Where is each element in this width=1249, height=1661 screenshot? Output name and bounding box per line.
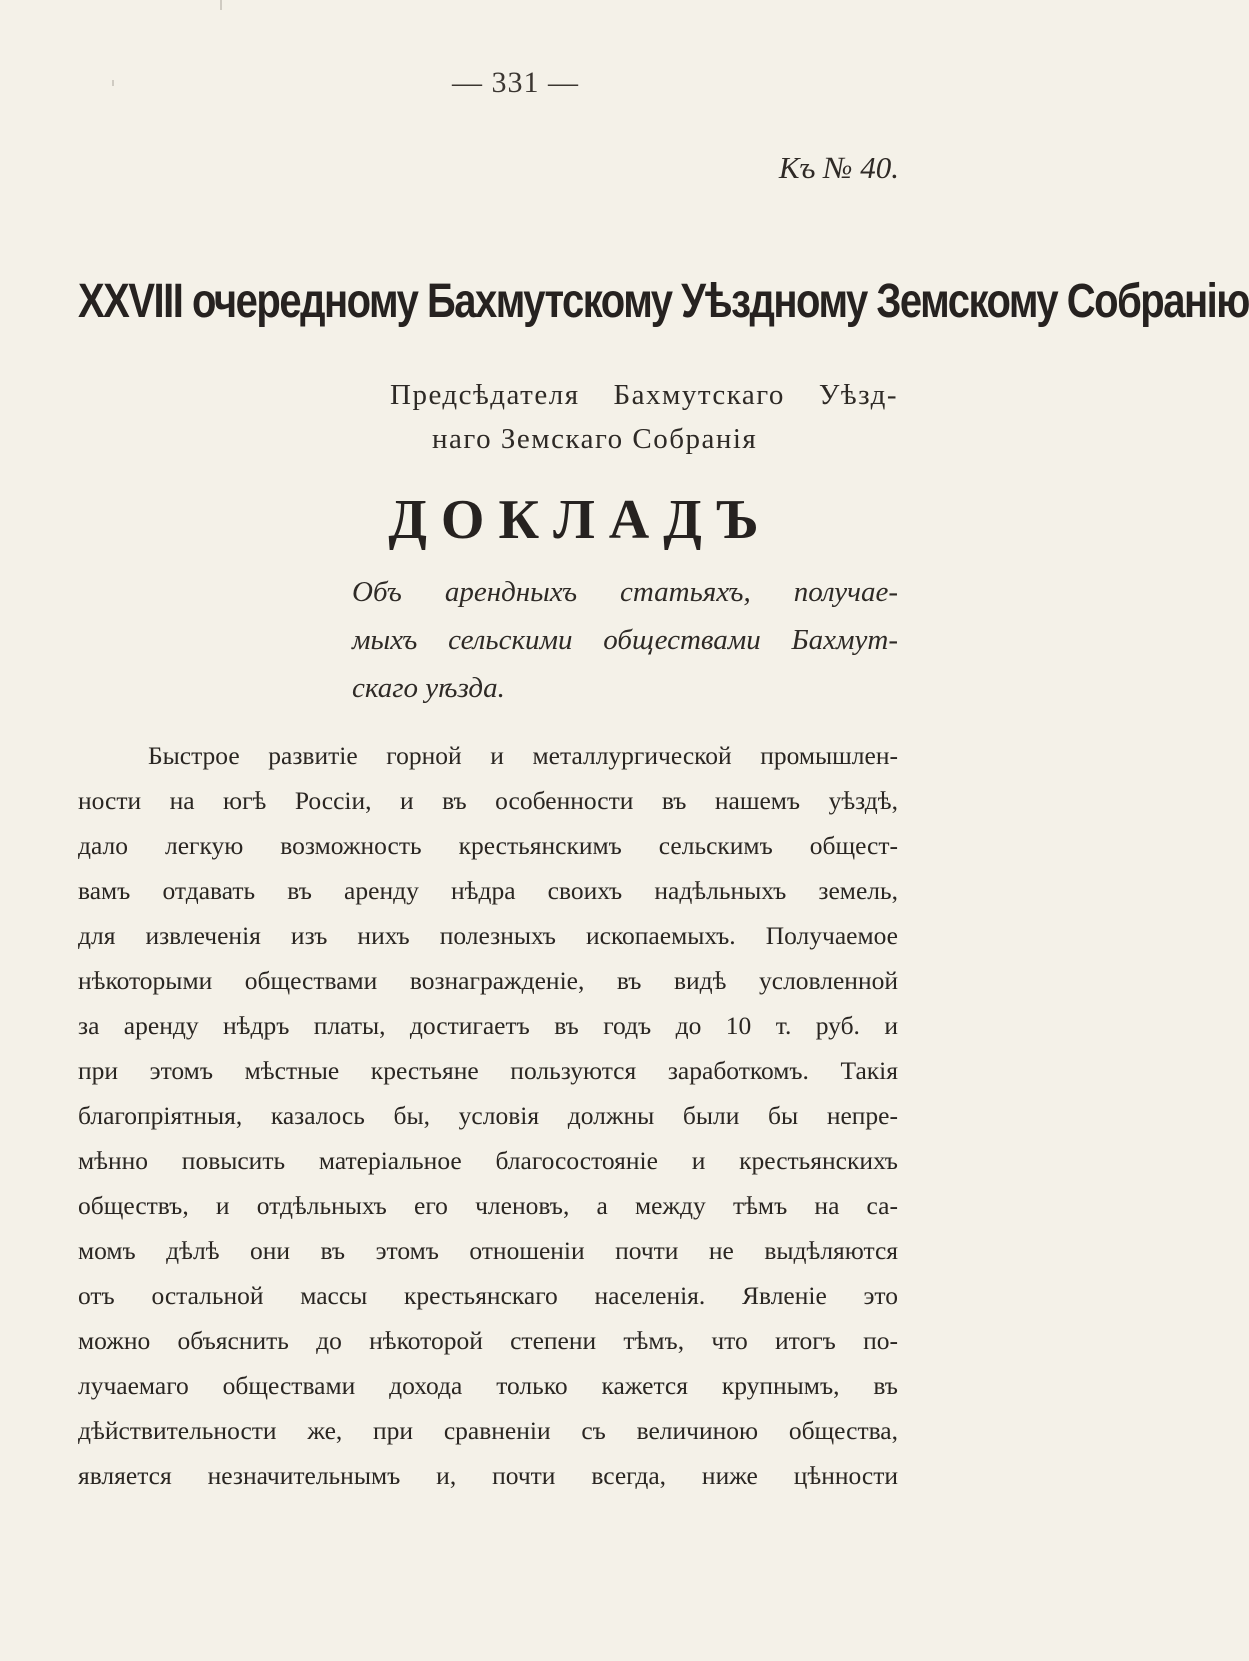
body-line: можно объяснить до нѣкоторой степени тѣмъ, что итогъ по- (78, 1326, 898, 1355)
body-line: для извлеченія изъ нихъ полезныхъ ископаемыхъ. Получаемое (78, 921, 898, 950)
body-line: благопріятныя, казалось бы, условія должны были бы непре- (78, 1101, 898, 1130)
body-line: за аренду нѣдръ платы, достигаетъ въ годъ до 10 т. руб. и (78, 1011, 898, 1040)
body-line: нѣкоторыми обществами вознагражденіе, въ видѣ условленной (78, 966, 898, 995)
document-title: ДОКЛАДЪ (388, 489, 773, 551)
body-line: лучаемаго обществами дохода только кажется крупнымъ, въ (78, 1371, 898, 1400)
body-line: отъ остальной массы крестьянскаго населенія. Явленіе это (78, 1281, 898, 1310)
body-line: при этомъ мѣстные крестьяне пользуются заработкомъ. Такія (78, 1056, 898, 1085)
author-line: Предсѣдателя Бахмутскаго Уѣзд- (390, 379, 898, 411)
body-line: Быстрое развитіе горной и металлургической промышлен- (148, 741, 898, 770)
subject-line: мыхъ сельскими обществами Бахмут- (352, 624, 898, 656)
paper-speck (220, 0, 222, 10)
author-line: наго Земскаго Собранія (432, 423, 758, 455)
body-line: момъ дѣлѣ они въ этомъ отношеніи почти не выдѣляются (78, 1236, 898, 1265)
body-line: является незначительнымъ и, почти всегда, ниже цѣнности (78, 1461, 898, 1490)
subject-line: скаго уѣзда. (352, 672, 505, 704)
page-number: — 331 — (452, 66, 579, 99)
body-line: обществъ, и отдѣльныхъ его членовъ, а между тѣмъ на са- (78, 1191, 898, 1220)
subject-block (352, 568, 898, 712)
body-line: дало легкую возможность крестьянскимъ сельскимъ общест- (78, 831, 898, 860)
document-reference: Къ № 40. (778, 150, 899, 185)
body-line: дѣйствительности же, при сравненіи съ величиною общества, (78, 1416, 898, 1445)
body-line: вамъ отдавать въ аренду нѣдра своихъ надѣльныхъ земель, (78, 876, 898, 905)
body-line: мѣнно повысить матеріальное благосостояніе и крестьянскихъ (78, 1146, 898, 1175)
author-block (390, 373, 898, 461)
body-line: ности на югѣ Россіи, и въ особенности въ нашемъ уѣздѣ, (78, 786, 898, 815)
assembly-heading: XXVIII очередному Бахмутскому Уѣздному Земскому Собранію (78, 275, 1249, 328)
body-paragraph (78, 733, 898, 1498)
subject-line: Объ арендныхъ статьяхъ, получае- (352, 576, 898, 608)
